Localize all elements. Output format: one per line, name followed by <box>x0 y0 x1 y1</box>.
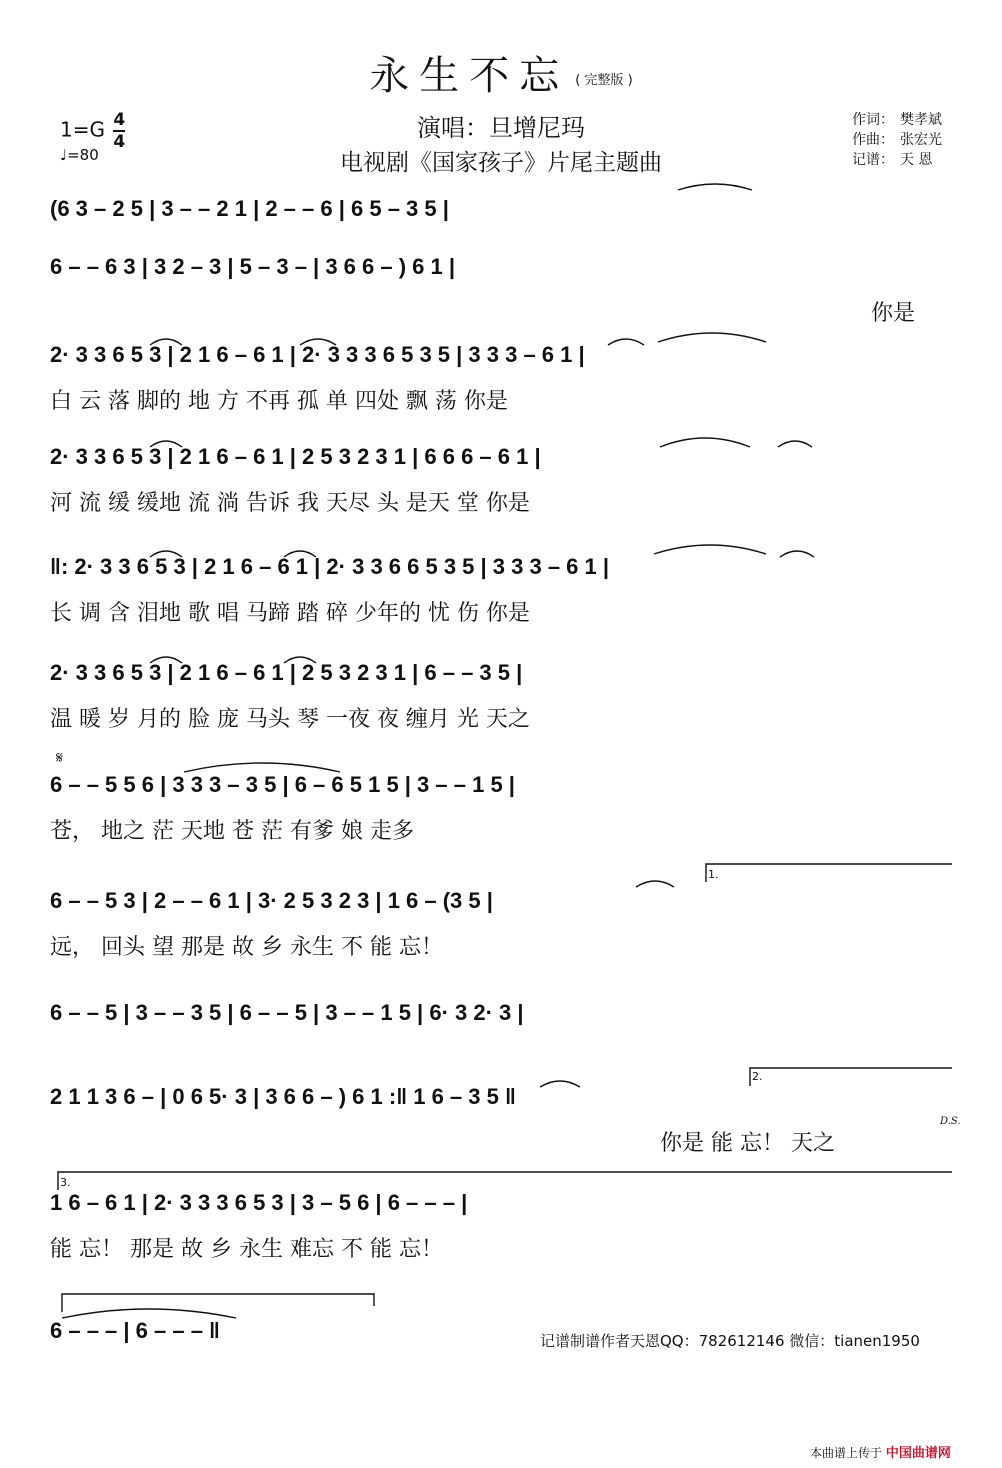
dal-segno-mark: D.S. <box>940 1116 961 1127</box>
quarter-note-icon: ♩ <box>60 146 68 164</box>
tie-arc <box>540 1081 580 1087</box>
volta-bracket-second <box>750 1068 952 1086</box>
tie-arc <box>636 881 674 887</box>
lyrics-row: 温 暖 岁 月的 脸 庞 马头 琴 一夜 夜 缠月 光 天之 <box>50 707 530 732</box>
tie-arc <box>780 551 814 557</box>
notation-row: 6 – – 5 5 6 | 3 3 3 – 3 5 | 6 – 6 5 1 5 | 3 – – 1 5 | <box>50 772 515 797</box>
tie-arc <box>300 339 336 345</box>
tie-arc <box>284 657 316 663</box>
segno-sign: 𝄋 <box>56 748 63 767</box>
tie-arc <box>62 1309 236 1318</box>
lyrics-row: 河 流 缓 缓地 流 淌 告诉 我 天尽 头 是天 堂 你是 <box>50 491 530 516</box>
lyrics-row: 长 调 含 泪地 歌 唱 马蹄 踏 碎 少年的 忧 伤 你是 <box>50 601 530 626</box>
tie-arc <box>150 551 182 557</box>
lyrics-row: 你是 能 忘！ 天之 <box>660 1131 835 1156</box>
volta-bracket-first <box>706 864 952 882</box>
lyrics-row: 远， 回头 望 那是 故 乡 永生 不 能 忘！ <box>50 935 443 960</box>
notation-row: (6 3 – 2 5 | 3 – – 2 1 | 2 – – 6 | 6 5 – 3 5 | <box>50 196 449 221</box>
site-logo[interactable]: 中国曲谱网 <box>885 1446 951 1461</box>
first-ending-label: 1. <box>708 868 719 881</box>
subtitle-line: 电视剧《国家孩子》片尾主题曲 <box>340 150 662 176</box>
tie-arc <box>150 657 182 663</box>
tie-arc <box>150 339 182 345</box>
version-tag: ( 完整版 ) <box>575 72 633 88</box>
tie-arc <box>678 184 752 190</box>
lyrics-row: 白 云 落 脚的 地 方 不再 孤 单 四处 飘 荡 你是 <box>50 389 508 414</box>
lyricist-name: 樊孝斌 <box>900 112 942 128</box>
notation-row: 2· 3 3 6 5 3 | 2 1 6 – 6 1 | 2· 3 3 3 6 5 3 5 | 3 3 3 – 6 1 | <box>50 342 585 367</box>
footer-credit: 记谱制谱作者天恩QQ：782612146 微信：tianen1950 <box>540 1332 920 1350</box>
tempo-text: =80 <box>67 146 99 164</box>
notation-row: 1 6 – 6 1 | 2· 3 3 3 6 5 3 | 3 – 5 6 | 6 – – – | <box>50 1190 468 1215</box>
tie-arc <box>660 438 750 447</box>
key-text: 1=G <box>60 117 105 142</box>
lyrics-row: 能 忘！ 那是 故 乡 永生 难忘 不 能 忘！ <box>50 1237 443 1262</box>
tie-arc <box>284 551 316 557</box>
lyricist-label: 作词： <box>852 112 894 128</box>
third-ending-label: 3. <box>60 1176 71 1189</box>
transcriber-name: 天 恩 <box>900 152 933 168</box>
notation-row: ‖: 2· 3 3 6 5 3 | 2 1 6 – 6 1 | 2· 3 3 6 6 5 3 5 | 3 3 3 – 6 1 | <box>50 554 610 579</box>
notation-row: 6 – – – | 6 – – – ‖ <box>50 1318 220 1343</box>
notation-row: 6 – – 5 | 3 – – 3 5 | 6 – – 5 | 3 – – 1 5 | 6· 3 2· 3 | <box>50 1000 524 1025</box>
second-ending-label: 2. <box>752 1070 763 1083</box>
time-signature-denominator: 4 <box>113 132 126 152</box>
lyrics-row: 你是 <box>870 301 915 326</box>
transcriber-label: 记谱： <box>852 152 894 168</box>
notation-row: 2· 3 3 6 5 3 | 2 1 6 – 6 1 | 2 5 3 2 3 1 | 6 – – 3 5 | <box>50 660 523 685</box>
tie-arc <box>608 339 644 345</box>
tie-arc <box>184 763 340 772</box>
volta-bracket-third <box>58 1172 952 1190</box>
lyrics-row: 苍， 地之 茫 天地 苍 茫 有爹 娘 走多 <box>50 819 414 844</box>
tie-arc <box>778 441 812 447</box>
notation-row: 6 – – 6 3 | 3 2 – 3 | 5 – 3 – | 3 6 6 – ) 6 1 | <box>50 254 456 279</box>
tie-arc <box>654 545 766 554</box>
song-title-text: 永生不忘 <box>369 53 570 99</box>
footer-site-text: 本曲谱上传于 <box>810 1446 883 1460</box>
footer-site <box>810 1442 951 1461</box>
tie-arc <box>658 333 766 342</box>
notation-row: 2· 3 3 6 5 3 | 2 1 6 – 6 1 | 2 5 3 2 3 1 | 6 6 6 – 6 1 | <box>50 444 541 469</box>
time-signature-numerator: 4 <box>113 110 126 130</box>
tie-arc <box>150 441 182 447</box>
composer-label: 作曲： <box>852 132 894 148</box>
volta-bracket-end <box>62 1294 374 1312</box>
notation-row: 6 – – 5 3 | 2 – – 6 1 | 3· 2 5 3 2 3 | 1 6 – (3 5 | <box>50 888 493 913</box>
singer-line: 演唱：旦增尼玛 <box>417 114 585 142</box>
notation-row: 2 1 1 3 6 – | 0 6 5· 3 | 3 6 6 – ) 6 1 :‖ 1 6 – 3 5 ‖ <box>50 1084 516 1109</box>
composer-name: 张宏光 <box>900 132 942 148</box>
